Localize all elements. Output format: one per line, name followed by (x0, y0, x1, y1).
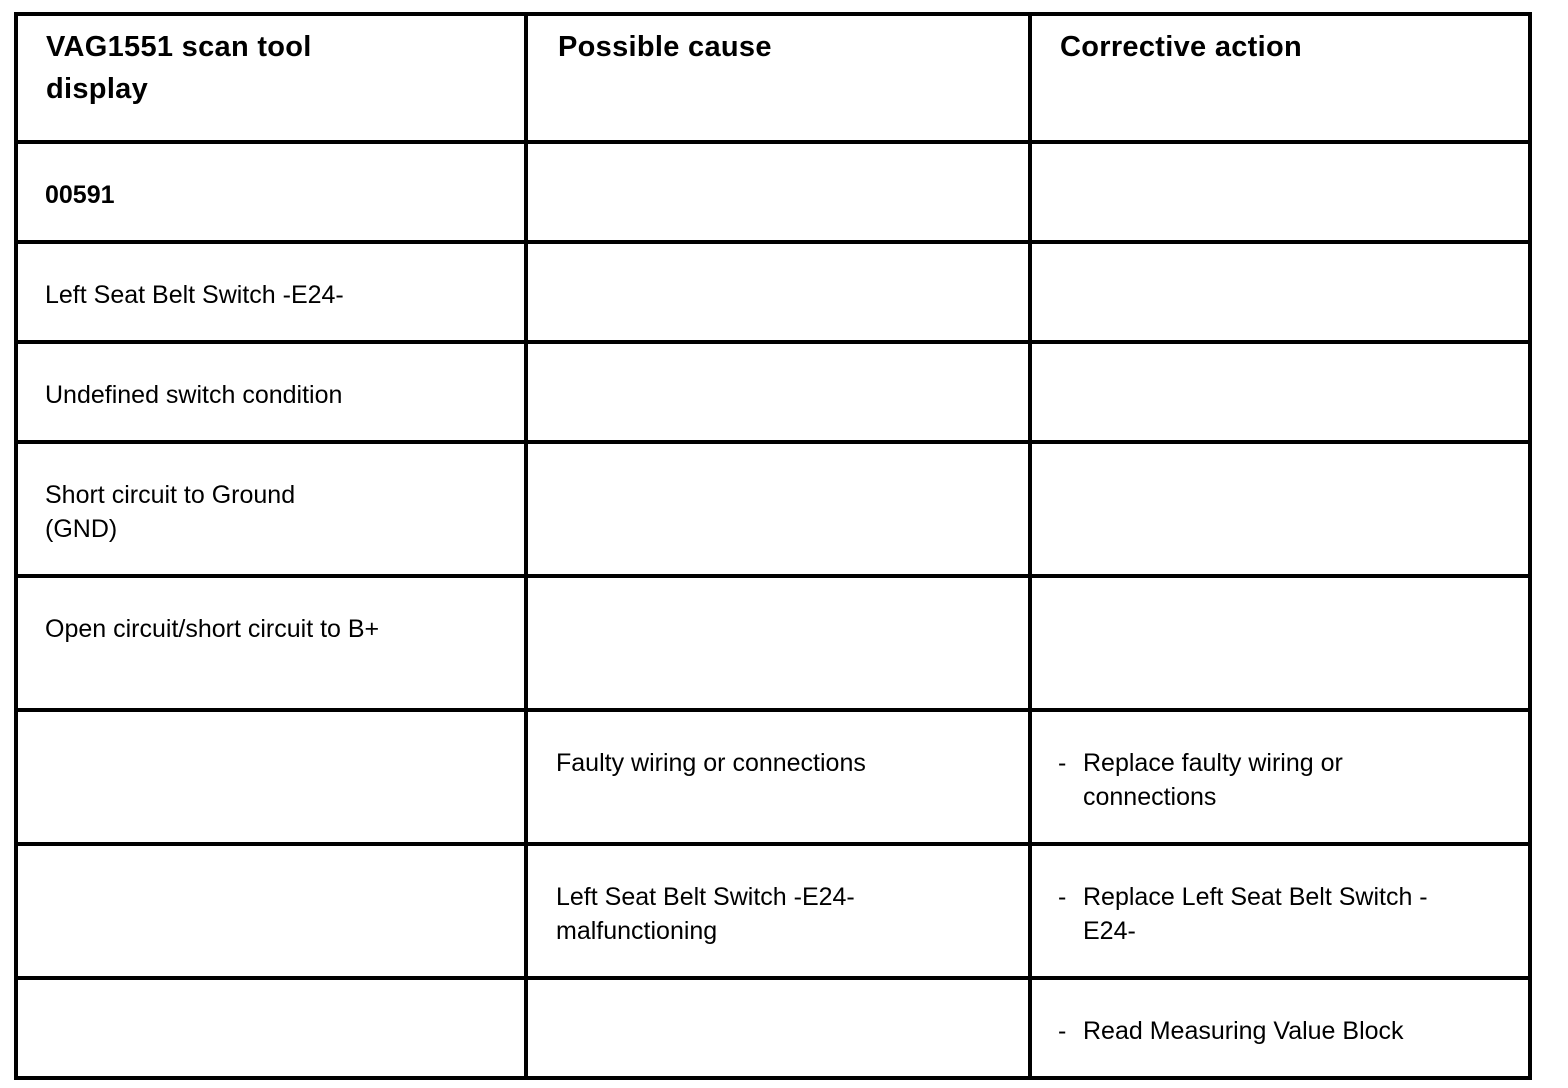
header-cause (526, 14, 1030, 142)
component-name: Left Seat Belt Switch -E24- (45, 281, 344, 309)
diagnostic-table (14, 12, 1532, 1080)
cell-cause (526, 978, 1030, 1078)
header-action (1030, 14, 1530, 142)
cell-cause (526, 242, 1030, 342)
possible-cause-text: Left Seat Belt Switch -E24- malfunctioning (556, 883, 855, 945)
cell-display (16, 978, 526, 1078)
header-cause-text: Possible cause (558, 31, 772, 63)
header-action-text: Corrective action (1060, 31, 1303, 63)
table-row (16, 844, 1530, 978)
action-item (1058, 746, 1508, 814)
fault-type: Undefined switch condition (45, 381, 343, 409)
cell-action (1030, 978, 1530, 1078)
fault-type: Short circuit to Ground (GND) (45, 481, 296, 543)
cell-cause (526, 342, 1030, 442)
table-row (16, 978, 1530, 1078)
cell-cause (526, 710, 1030, 844)
header-display (16, 14, 526, 142)
cell-action (1030, 844, 1530, 978)
corrective-action-text: Read Measuring Value Block (1083, 1017, 1404, 1045)
cell-cause (526, 442, 1030, 576)
cell-display (16, 576, 526, 710)
cell-cause (526, 844, 1030, 978)
cell-action (1030, 442, 1530, 576)
cell-display (16, 142, 526, 242)
cell-action (1030, 710, 1530, 844)
table-row (16, 442, 1530, 576)
table-row (16, 342, 1530, 442)
table-row (16, 242, 1530, 342)
table-row (16, 710, 1530, 844)
table-row (16, 142, 1530, 242)
action-item (1058, 1014, 1508, 1048)
possible-cause-text: Faulty wiring or connections (556, 749, 866, 777)
cell-action (1030, 242, 1530, 342)
cell-display (16, 442, 526, 576)
header-display-text: VAG1551 scan tool display (46, 31, 312, 105)
bullet-dash: - (1058, 1017, 1067, 1045)
cell-cause (526, 576, 1030, 710)
corrective-action-text: Replace faulty wiring or connections (1083, 749, 1343, 811)
cell-action (1030, 342, 1530, 442)
table-header-row (16, 14, 1530, 142)
cell-cause (526, 142, 1030, 242)
fault-type: Open circuit/short circuit to B+ (45, 615, 380, 643)
cell-display (16, 710, 526, 844)
bullet-dash: - (1058, 749, 1067, 777)
cell-display (16, 342, 526, 442)
cell-display (16, 844, 526, 978)
bullet-dash: - (1058, 883, 1067, 911)
fault-code: 00591 (45, 181, 115, 209)
table-row (16, 576, 1530, 710)
cell-action (1030, 142, 1530, 242)
corrective-action-text: Replace Left Seat Belt Switch -E24- (1083, 883, 1428, 945)
action-item (1058, 880, 1508, 948)
cell-action (1030, 576, 1530, 710)
cell-display (16, 242, 526, 342)
